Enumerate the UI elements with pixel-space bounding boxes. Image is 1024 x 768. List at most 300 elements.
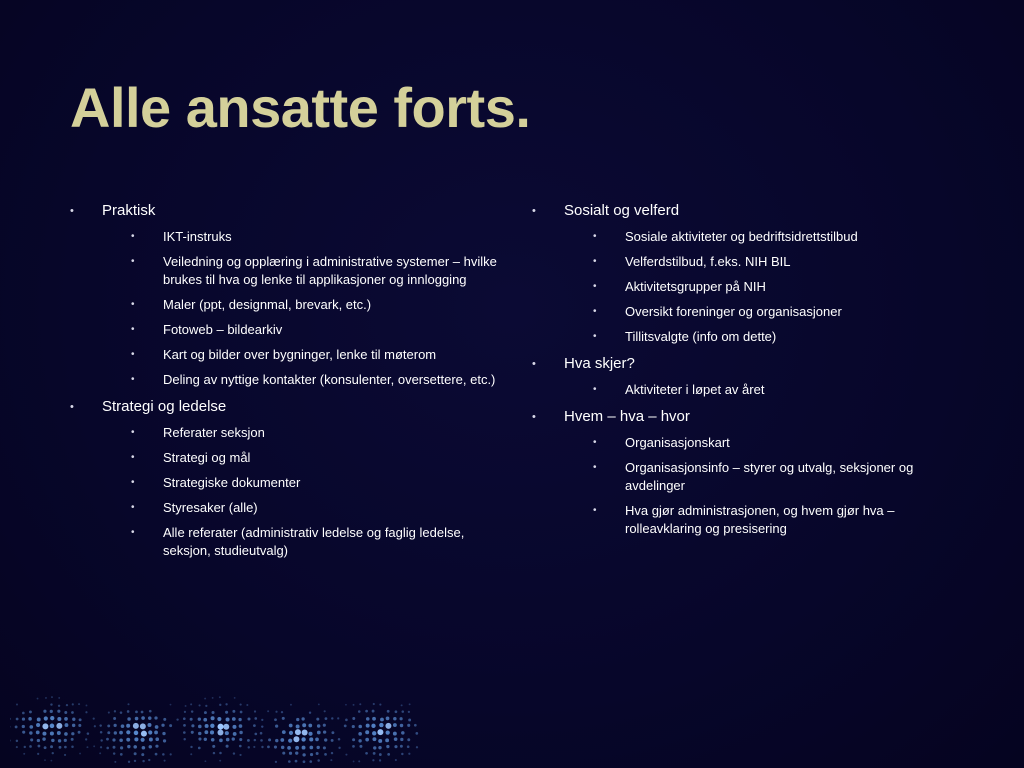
decorative-dot: [274, 718, 277, 721]
decorative-dot: [293, 736, 299, 742]
decorative-dot: [254, 710, 256, 712]
decorative-dot: [247, 717, 250, 720]
decorative-dot: [185, 705, 187, 707]
decorative-dot: [198, 732, 201, 735]
bullet-icon: •: [593, 384, 597, 395]
decorative-dot: [204, 760, 206, 762]
decorative-dot: [386, 717, 390, 721]
decorative-dot: [148, 730, 152, 734]
decorative-dot: [50, 760, 52, 762]
list-item: [102, 253, 498, 289]
decorative-dot: [79, 718, 82, 721]
decorative-dot: [170, 704, 172, 706]
decorative-dot: [199, 704, 201, 706]
list-item-text: Tillitsvalgte (info om dette): [625, 329, 777, 344]
bullet-icon: •: [131, 299, 135, 310]
decorative-dot: [288, 760, 291, 763]
decorative-dot: [358, 760, 360, 762]
decorative-dot: [365, 752, 368, 755]
list-item: [564, 328, 950, 346]
decorative-dot: [162, 732, 165, 735]
subtopic-list: [564, 381, 950, 399]
decorative-dot: [337, 717, 339, 719]
bullet-icon: •: [593, 505, 597, 516]
decorative-dot: [79, 753, 81, 755]
decorative-dot: [261, 725, 263, 727]
decorative-dot: [50, 703, 52, 705]
decorative-dot: [372, 737, 376, 741]
decorative-dot: [275, 711, 277, 713]
list-item-text: Organisasjonsinfo – styrer og utvalg, seksjoner og avdelinger: [625, 460, 914, 493]
list-item: [102, 524, 498, 560]
decorative-dot: [64, 717, 68, 721]
subtopic-list: [564, 228, 950, 346]
bullet-icon: •: [131, 324, 135, 335]
topic-label: Strategi og ledelse: [102, 398, 227, 415]
decorative-dot: [295, 760, 298, 763]
decorative-dot: [161, 724, 164, 727]
decorative-dot: [225, 731, 229, 735]
decorative-dot: [317, 731, 321, 735]
list-item: [564, 278, 950, 296]
list-item: [564, 434, 950, 452]
decorative-dot: [78, 731, 81, 734]
decorative-dot: [373, 703, 375, 705]
decorative-dot: [64, 754, 66, 756]
list-item-text: Organisasjonskart: [625, 435, 730, 450]
decorative-dot: [253, 724, 256, 727]
decorative-dot: [295, 729, 301, 735]
list-item-text: Referater seksjon: [163, 425, 265, 440]
decorative-dot: [57, 717, 61, 721]
subtopic-list: [102, 424, 498, 560]
decorative-dot: [359, 703, 361, 705]
list-item: [102, 321, 498, 339]
decorative-dot: [324, 753, 327, 756]
decorative-dot: [72, 724, 75, 727]
decorative-dot: [113, 746, 116, 749]
decorative-dot: [65, 723, 69, 727]
decorative-dot: [254, 739, 256, 741]
decorative-dot: [93, 745, 95, 747]
decorative-dot: [316, 718, 319, 721]
right-column: [530, 200, 950, 545]
decorative-dot: [395, 759, 397, 761]
decorative-dot: [323, 746, 326, 749]
decorative-dot: [78, 703, 80, 705]
decorative-dot: [325, 717, 328, 720]
decorative-dot: [407, 724, 410, 727]
decorative-dot: [183, 724, 186, 727]
decorative-dot: [71, 746, 73, 748]
decorative-dot: [127, 717, 130, 720]
list-item-text: Aktiviteter i løpet av året: [625, 382, 765, 397]
decorative-dot: [42, 732, 46, 736]
decorative-dot: [260, 739, 263, 742]
decorative-dot: [226, 745, 229, 748]
decorative-dot: [114, 731, 117, 734]
decorative-dot: [289, 752, 292, 755]
bullet-icon: •: [532, 205, 536, 217]
bullet-icon: •: [70, 205, 74, 217]
decorative-dot: [119, 731, 123, 735]
decorative-dot: [58, 697, 60, 699]
list-item-text: Styresaker (alle): [163, 500, 258, 515]
decorative-dot: [176, 718, 178, 720]
decorative-dot: [119, 738, 123, 742]
topic-label: Sosialt og velferd: [564, 202, 680, 219]
decorative-dot: [344, 725, 347, 728]
decorative-dot: [126, 730, 130, 734]
decorative-dot: [85, 711, 87, 713]
decorative-dot: [204, 711, 207, 714]
decorative-dot: [28, 717, 32, 721]
decorative-dot: [310, 753, 313, 756]
decorative-dot: [56, 723, 62, 729]
list-item-text: Maler (ppt, designmal, brevark, etc.): [163, 297, 372, 312]
decorative-dot: [141, 753, 144, 756]
decorative-dot: [324, 710, 326, 712]
decorative-dot: [50, 731, 54, 735]
decorative-dot: [233, 752, 235, 754]
decorative-dot: [225, 711, 228, 714]
decorative-dot: [246, 704, 248, 706]
decorative-dot: [331, 717, 333, 719]
decorative-dot: [204, 738, 207, 741]
decorative-dot: [198, 717, 201, 720]
decorative-dot: [212, 711, 215, 714]
decorative-dot: [387, 753, 390, 756]
decorative-dot: [352, 738, 355, 741]
decorative-dot: [135, 717, 139, 721]
decorative-dot: [275, 761, 277, 763]
decorative-dot: [393, 717, 396, 720]
decorative-dot: [198, 737, 201, 740]
list-item-text: Fotoweb – bildearkiv: [163, 322, 283, 337]
decorative-dot: [37, 739, 40, 742]
decorative-dot: [142, 760, 144, 762]
decorative-dot: [210, 730, 214, 734]
decorative-dot: [358, 739, 361, 742]
decorative-dot: [51, 696, 53, 698]
decorative-dot: [302, 729, 308, 735]
bullet-icon: •: [131, 349, 135, 360]
decorative-dot: [71, 738, 74, 741]
decorative-dot: [225, 703, 227, 705]
decorative-dot: [23, 753, 25, 755]
decorative-dot: [217, 730, 223, 736]
decorative-dot: [16, 703, 18, 705]
decorative-dot: [29, 725, 33, 729]
decorative-dot: [205, 724, 209, 728]
decorative-dot: [295, 752, 298, 755]
decorative-dot: [261, 746, 263, 748]
decorative-dot: [254, 717, 257, 720]
decorative-dot: [42, 737, 45, 740]
list-item: [102, 371, 498, 389]
list-item: [564, 459, 950, 495]
decorative-dot: [127, 710, 130, 713]
decorative-dot: [183, 738, 185, 740]
bullet-icon: •: [593, 231, 597, 242]
decorative-dot: [239, 738, 242, 741]
decorative-dot: [331, 752, 333, 754]
decorative-dot: [51, 739, 54, 742]
decorative-dot: [184, 711, 186, 713]
list-item-text: Kart og bilder over bygninger, lenke til møterom: [163, 347, 437, 362]
subtopic-list: [564, 434, 950, 538]
decorative-dot: [260, 732, 263, 735]
decorative-dot: [309, 737, 313, 741]
decorative-dot: [377, 729, 383, 735]
list-item: [102, 449, 498, 467]
decorative-dot: [323, 730, 326, 733]
decorative-dot: [114, 710, 116, 712]
decorative-dot: [358, 732, 362, 736]
decorative-dot: [318, 703, 320, 705]
decorative-dot: [345, 754, 347, 756]
decorative-dot: [191, 731, 194, 734]
bullet-icon: •: [593, 331, 597, 342]
list-item: [564, 381, 950, 399]
decorative-dot: [372, 710, 375, 713]
decorative-dot: [240, 704, 242, 706]
decorative-dot: [114, 724, 117, 727]
decorative-dot: [149, 710, 152, 713]
decorative-dot: [204, 730, 208, 734]
topic-sosialt-og-velferd: [530, 200, 950, 346]
decorative-dot-pattern: [10, 696, 420, 768]
decorative-dot: [127, 703, 129, 705]
decorative-dot: [126, 724, 130, 728]
decorative-dot: [50, 710, 53, 713]
decorative-dot: [57, 710, 60, 713]
decorative-dot: [267, 745, 270, 748]
decorative-dot: [100, 739, 102, 741]
decorative-dot: [372, 759, 374, 761]
decorative-dot: [365, 730, 369, 734]
decorative-dot: [37, 718, 41, 722]
decorative-dot: [359, 745, 362, 748]
decorative-dot: [400, 717, 403, 720]
decorative-dot: [135, 711, 138, 714]
decorative-dot: [407, 745, 410, 748]
decorative-dot: [378, 739, 382, 743]
decorative-dot: [232, 710, 235, 713]
decorative-dot: [36, 723, 40, 727]
decorative-dot: [22, 718, 25, 721]
decorative-dot: [149, 745, 152, 748]
decorative-dot: [401, 731, 404, 734]
decorative-dot: [44, 716, 48, 720]
decorative-dot: [282, 717, 285, 720]
list-item: [102, 346, 498, 364]
bullet-icon: •: [131, 427, 135, 438]
decorative-dot: [217, 717, 221, 721]
decorative-dot: [316, 746, 319, 749]
bullet-icon: •: [593, 281, 597, 292]
decorative-dot: [238, 718, 241, 721]
decorative-dot: [401, 753, 403, 755]
decorative-dot: [416, 746, 418, 748]
decorative-dot: [400, 738, 403, 741]
list-item-text: Velferdstilbud, f.eks. NIH BIL: [625, 254, 791, 269]
decorative-dot: [106, 738, 109, 741]
decorative-dot: [289, 724, 293, 728]
decorative-dot: [183, 731, 186, 734]
list-item: [564, 228, 950, 246]
decorative-dot: [121, 724, 125, 728]
decorative-dot: [302, 723, 306, 727]
decorative-dot: [114, 761, 116, 763]
left-column: [68, 200, 498, 567]
decorative-dot: [120, 746, 123, 749]
decorative-dot: [414, 724, 417, 727]
decorative-dot: [415, 732, 418, 735]
decorative-dot: [100, 731, 103, 734]
decorative-dot: [219, 752, 222, 755]
decorative-dot: [162, 753, 165, 756]
decorative-dot: [275, 725, 278, 728]
decorative-dot: [43, 710, 46, 713]
list-item-text: IKT-instruks: [163, 229, 232, 244]
decorative-dot: [24, 746, 26, 748]
decorative-dot: [37, 698, 39, 700]
decorative-dot: [42, 723, 48, 729]
decorative-dot: [393, 732, 397, 736]
decorative-dot: [86, 705, 88, 707]
decorative-dot: [141, 716, 145, 720]
decorative-dot: [219, 696, 221, 698]
decorative-dot: [379, 753, 382, 756]
decorative-dot: [295, 746, 299, 750]
decorative-dot: [247, 739, 250, 742]
decorative-dot: [267, 710, 269, 712]
decorative-dot: [401, 704, 403, 706]
decorative-dot: [169, 724, 172, 727]
decorative-dot: [253, 746, 255, 748]
decorative-dot: [141, 711, 144, 714]
decorative-dot: [72, 703, 74, 705]
list-item: [564, 253, 950, 271]
decorative-dot: [16, 740, 18, 742]
decorative-dot: [385, 738, 389, 742]
decorative-dot: [99, 752, 101, 754]
decorative-dot: [330, 759, 332, 761]
decorative-dot: [400, 724, 403, 727]
decorative-dot: [72, 718, 75, 721]
decorative-dot: [133, 723, 139, 729]
decorative-dot: [141, 738, 145, 742]
decorative-dot: [393, 723, 397, 727]
list-item-text: Veiledning og opplæring i administrative systemer – hvilke brukes til hva og lenke til applikasjoner og innlogging: [163, 254, 497, 287]
decorative-dot: [134, 760, 136, 762]
decorative-dot: [308, 724, 312, 728]
decorative-dot: [254, 733, 257, 736]
decorative-dot: [29, 710, 32, 713]
decorative-dot: [309, 711, 311, 713]
decorative-dot: [64, 746, 67, 749]
decorative-dot: [239, 724, 243, 728]
decorative-dot: [386, 745, 389, 748]
decorative-dot: [280, 738, 284, 742]
decorative-dot: [372, 717, 376, 721]
decorative-dot: [191, 724, 194, 727]
list-item-text: Strategiske dokumenter: [163, 475, 301, 490]
decorative-dot: [366, 724, 370, 728]
decorative-dot: [373, 746, 376, 749]
decorative-dot: [99, 724, 101, 726]
decorative-dot: [113, 752, 115, 754]
decorative-dot: [402, 710, 405, 713]
decorative-dot: [409, 703, 411, 705]
decorative-dot: [191, 710, 193, 712]
decorative-dot: [211, 716, 215, 720]
list-item-text: Strategi og mål: [163, 450, 251, 465]
decorative-dot: [353, 761, 355, 763]
topic-label: Praktisk: [102, 202, 156, 219]
decorative-dot: [379, 723, 383, 727]
decorative-dot: [148, 759, 150, 761]
bullet-icon: •: [131, 231, 135, 242]
decorative-dot: [239, 745, 242, 748]
decorative-dot: [219, 760, 221, 762]
decorative-dot: [154, 731, 158, 735]
decorative-dot: [324, 738, 327, 741]
decorative-dot: [379, 703, 381, 705]
decorative-dot: [16, 718, 19, 721]
bullet-icon: •: [532, 411, 536, 423]
decorative-dot: [345, 704, 347, 706]
decorative-dot: [10, 739, 11, 741]
decorative-dot: [198, 725, 202, 729]
decorative-dot: [190, 746, 192, 748]
decorative-dot: [155, 725, 159, 729]
list-item-text: Alle referater (administrativ ledelse og faglig ledelse, seksjon, studieutvalg): [163, 525, 465, 558]
decorative-dot: [58, 705, 60, 707]
decorative-dot: [338, 738, 341, 741]
decorative-dot: [352, 745, 355, 748]
topic-label: Hva skjer?: [564, 355, 635, 372]
decorative-dot: [22, 731, 25, 734]
decorative-dot: [128, 761, 130, 763]
decorative-dot: [22, 712, 25, 715]
decorative-dot: [281, 711, 283, 713]
decorative-dot: [385, 723, 391, 729]
subtopic-list: [102, 228, 498, 389]
decorative-dot: [64, 732, 68, 736]
decorative-dot: [134, 731, 139, 736]
decorative-dot: [190, 753, 192, 755]
list-item: [102, 296, 498, 314]
topic-label: Hvem – hva – hvor: [564, 408, 690, 425]
bullet-icon: •: [131, 502, 135, 513]
decorative-dot: [107, 731, 110, 734]
decorative-dot: [394, 737, 398, 741]
decorative-dot: [211, 738, 215, 742]
decorative-dot: [379, 759, 381, 761]
decorative-dot: [203, 718, 207, 722]
decorative-dot: [296, 718, 299, 721]
decorative-dot: [288, 739, 292, 743]
decorative-dot: [233, 732, 237, 736]
decorative-dot: [301, 717, 304, 720]
decorative-dot: [213, 752, 215, 754]
decorative-dot: [22, 725, 25, 728]
decorative-dot: [358, 710, 361, 713]
decorative-dot: [366, 717, 370, 721]
decorative-dot: [126, 738, 130, 742]
